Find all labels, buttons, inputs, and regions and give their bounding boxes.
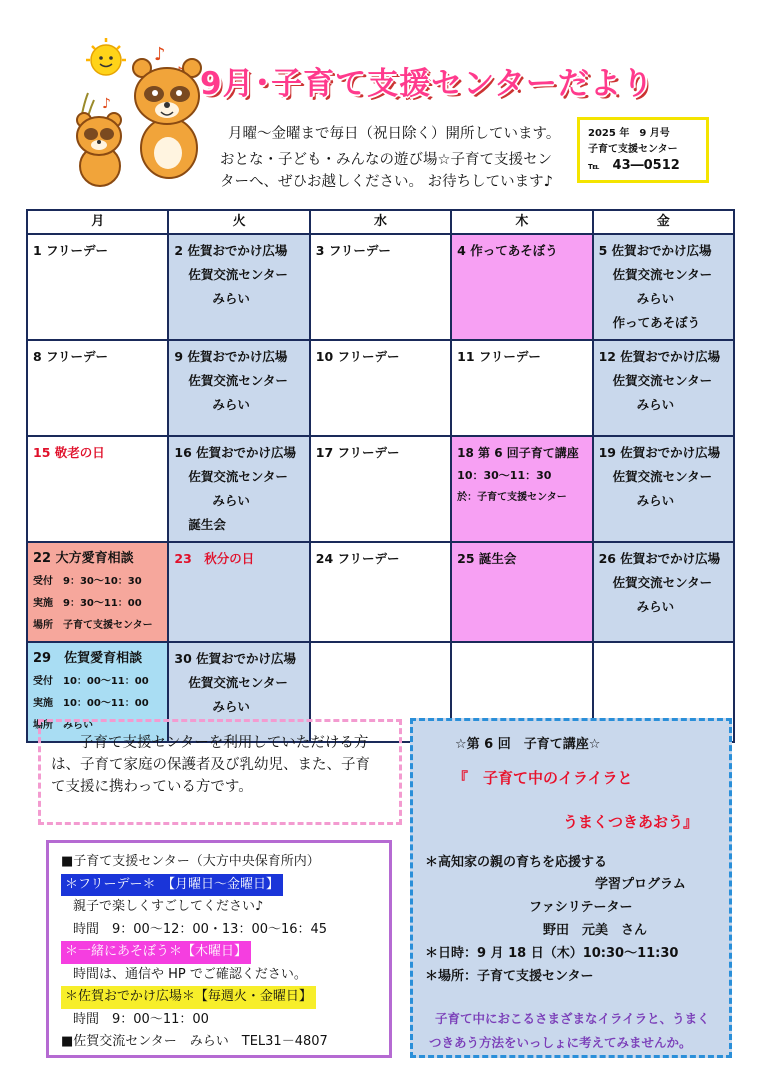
day-event-detail: 佐賀交流センター bbox=[188, 373, 288, 388]
tel-number: 43―0512 bbox=[612, 158, 680, 173]
day-event-title: 23 秋分の日 bbox=[174, 551, 255, 566]
calendar-week-row bbox=[27, 542, 734, 642]
tanuki-big-icon bbox=[133, 59, 201, 178]
sun-icon bbox=[86, 38, 126, 75]
calendar-day-cell bbox=[168, 234, 309, 340]
lecture-place: ＊場所：子育て支援センター bbox=[425, 969, 594, 984]
day-event-detail: 佐賀交流センター bbox=[612, 575, 713, 590]
day-event-title: 16 佐賀おでかけ広場 bbox=[174, 445, 297, 460]
lecture-desc-2: つきあう方法をいっしょに考えてみませんか。 bbox=[429, 1035, 692, 1050]
calendar-week-row bbox=[27, 436, 734, 542]
day-event-detail: みらい bbox=[212, 493, 250, 508]
calendar-day-cell bbox=[451, 340, 592, 436]
calendar-day-cell bbox=[310, 234, 451, 340]
lecture-title-2: うまくつきあおう』 bbox=[563, 813, 699, 831]
day-event-title: 17 フリーデー bbox=[315, 445, 400, 460]
day-event-detail: 佐賀交流センター bbox=[612, 469, 713, 484]
issue-date: 2025 年 9 月号 bbox=[588, 128, 670, 139]
calendar-day-cell bbox=[168, 340, 309, 436]
lecture-program: 学習プログラム bbox=[595, 877, 686, 892]
day-event-title: 22 大方愛育相談 bbox=[33, 551, 134, 566]
day-event-title: 24 フリーデー bbox=[315, 551, 400, 566]
day-event-title: 10 フリーデー bbox=[315, 349, 400, 364]
intro-line-1: 月曜～金曜まで毎日（祝日除く）開所しています。 bbox=[228, 126, 561, 142]
day-event-title: 5 佐賀おでかけ広場 bbox=[598, 243, 712, 258]
calendar-day-cell bbox=[27, 340, 168, 436]
day-event-title: 18 第 6 回子育て講座 bbox=[457, 446, 579, 460]
saga-odekake-time: 時間 9：00～11：00 bbox=[73, 1011, 209, 1027]
free-day-time: 時間 9：00～12：00・13：00～16：45 bbox=[73, 921, 328, 937]
center-name: 子育て支援センター bbox=[588, 144, 678, 155]
calendar-day-cell bbox=[451, 542, 592, 642]
notice-line: て支援に携わっている方です。 bbox=[51, 779, 253, 795]
day-event-title: 30 佐賀おでかけ広場 bbox=[174, 651, 297, 666]
services-box bbox=[46, 840, 392, 1058]
svg-text:♪: ♪ bbox=[102, 96, 111, 112]
free-day-desc: 親子で楽しくすごしてください♪ bbox=[73, 899, 264, 914]
day-event-detail: 佐賀交流センター bbox=[188, 675, 288, 690]
weekday-header: 水 bbox=[310, 210, 451, 234]
tanuki-illustration bbox=[64, 38, 214, 188]
calendar-day-cell bbox=[27, 542, 168, 642]
calendar-table bbox=[26, 209, 735, 743]
day-event-detail: 10：30～11：30 bbox=[457, 469, 552, 482]
issue-info-box bbox=[577, 117, 709, 183]
calendar-day-cell bbox=[593, 436, 734, 542]
day-event-title: 26 佐賀おでかけ広場 bbox=[598, 551, 721, 566]
calendar-week-row bbox=[27, 234, 734, 340]
lecture-datetime: ＊日時：9 月 18 日（木）10:30～11:30 bbox=[425, 946, 679, 961]
lecture-title-1: 『 子育て中のイライラと bbox=[453, 769, 633, 787]
day-event-detail: みらい bbox=[636, 397, 675, 412]
day-event-detail: みらい bbox=[212, 291, 250, 306]
day-event-detail: 実施 9：30～11：00 bbox=[33, 598, 142, 609]
music-note-icon: ♪ bbox=[154, 44, 166, 65]
calendar-day-cell bbox=[593, 340, 734, 436]
day-event-title: 29 佐賀愛育相談 bbox=[33, 651, 143, 666]
weekday-header: 月 bbox=[27, 210, 168, 234]
day-event-detail: 作ってあそぼう bbox=[612, 315, 701, 330]
day-event-detail: みらい bbox=[636, 493, 675, 508]
day-event-detail: 実施 10：00～11：00 bbox=[33, 698, 149, 709]
calendar-day-cell bbox=[310, 542, 451, 642]
calendar-day-cell bbox=[27, 436, 168, 542]
day-event-title: 4 作ってあそぼう bbox=[457, 243, 558, 258]
calendar-week-row bbox=[27, 340, 734, 436]
day-event-detail: 於：子育て支援センター bbox=[457, 492, 567, 503]
weekday-header: 木 bbox=[451, 210, 592, 234]
day-event-title: 15 敬老の日 bbox=[33, 445, 105, 460]
lecture-box bbox=[410, 718, 732, 1058]
day-event-title: 19 佐賀おでかけ広場 bbox=[598, 445, 721, 460]
calendar-day-cell bbox=[451, 436, 592, 542]
saga-odekake-label: ＊佐賀おでかけ広場＊【毎週火・金曜日】 bbox=[61, 986, 316, 1009]
day-event-detail: みらい bbox=[212, 397, 250, 412]
tanuki-small-icon bbox=[77, 113, 121, 186]
day-event-title: 25 誕生会 bbox=[457, 551, 517, 566]
play-together-desc: 時間は、通信や HP でご確認ください。 bbox=[73, 966, 307, 982]
calendar-day-cell bbox=[593, 542, 734, 642]
lecture-desc-1: 子育て中におこるさまざまなイライラと、うまく bbox=[435, 1011, 710, 1026]
day-event-detail: 佐賀交流センター bbox=[612, 267, 713, 282]
day-event-detail: 佐賀交流センター bbox=[188, 469, 288, 484]
day-event-detail: 受付 10：00～11：00 bbox=[33, 676, 149, 687]
day-event-title: 11 フリーデー bbox=[457, 349, 541, 364]
free-day-label: ＊フリーデー＊ 【月曜日～金曜日】 bbox=[61, 874, 283, 897]
day-event-title: 12 佐賀おでかけ広場 bbox=[598, 349, 721, 364]
intro-line-2: おとな・子ども・みんなの遊び場☆子育て支援セン bbox=[220, 152, 552, 168]
weekday-header: 火 bbox=[168, 210, 309, 234]
day-event-title: 8 フリーデー bbox=[33, 349, 109, 364]
eligibility-notice bbox=[38, 719, 402, 825]
lecture-heading: ☆第 6 回 子育て講座☆ bbox=[455, 737, 601, 752]
services-heading: ■子育て支援センター（大方中央保育所内） bbox=[61, 854, 320, 869]
calendar-day-cell bbox=[451, 234, 592, 340]
intro-line-3: ターへ、ぜひお越しください。 お待ちしています♪ bbox=[220, 174, 553, 190]
day-event-detail: みらい bbox=[212, 699, 250, 714]
calendar-day-cell bbox=[593, 234, 734, 340]
day-event-title: 1 フリーデー bbox=[33, 243, 109, 258]
play-together-label: ＊一緒にあそぼう＊【木曜日】 bbox=[61, 941, 251, 964]
tel-icon: ℡ bbox=[588, 162, 600, 172]
day-event-detail: 場所 みらい bbox=[33, 720, 93, 731]
calendar-day-cell bbox=[310, 340, 451, 436]
calendar-header-row bbox=[27, 210, 734, 234]
day-event-detail: 場所 子育て支援センター bbox=[33, 620, 153, 631]
facilitator-label: ファシリテーター bbox=[529, 900, 633, 915]
day-event-detail: みらい bbox=[636, 599, 675, 614]
facilitator-name: 野田 元美 さん bbox=[543, 923, 648, 938]
day-event-detail: みらい bbox=[636, 291, 675, 306]
day-event-detail: 誕生会 bbox=[188, 517, 226, 532]
day-event-title: 2 佐賀おでかけ広場 bbox=[174, 243, 288, 258]
day-event-detail: 佐賀交流センター bbox=[188, 267, 288, 282]
page-title: 9月･子育て支援センターだより bbox=[200, 66, 654, 102]
calendar-day-cell bbox=[27, 234, 168, 340]
day-event-detail: 佐賀交流センター bbox=[612, 373, 713, 388]
calendar-day-cell bbox=[168, 436, 309, 542]
lecture-support: ＊高知家の親の育ちを応援する bbox=[425, 855, 608, 870]
calendar-day-cell bbox=[168, 542, 309, 642]
notice-line: は、子育て家庭の保護者及び乳幼児、また、子育 bbox=[51, 757, 370, 773]
notice-line: 子育て支援センターを利用していただける方 bbox=[79, 735, 369, 751]
weekday-header: 金 bbox=[593, 210, 734, 234]
saga-center-info: ■佐賀交流センター みらい TEL31－4807 bbox=[61, 1034, 328, 1049]
calendar-day-cell bbox=[310, 436, 451, 542]
day-event-detail: 受付 9：30～10：30 bbox=[33, 576, 142, 587]
day-event-title: 3 フリーデー bbox=[315, 243, 391, 258]
day-event-title: 9 佐賀おでかけ広場 bbox=[174, 349, 288, 364]
